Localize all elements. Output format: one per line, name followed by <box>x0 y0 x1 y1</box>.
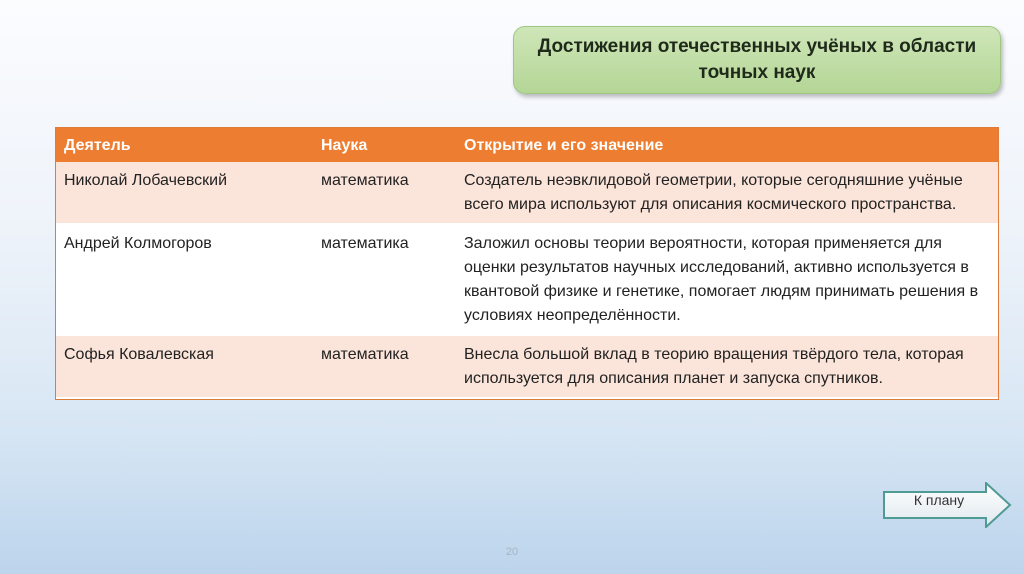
table-header-row <box>56 128 998 162</box>
table-row <box>56 162 998 224</box>
cell-person: Андрей Колмогоров <box>56 224 313 335</box>
back-to-plan-button[interactable] <box>883 482 1012 528</box>
cell-person: Софья Ковалевская <box>56 335 313 398</box>
header-person: Деятель <box>56 128 313 162</box>
table-row <box>56 224 998 335</box>
cell-person: Николай Лобачевский <box>56 162 313 224</box>
cell-discovery: Внесла большой вклад в теорию вращения твёрдого тела, которая используется для описания планет и запуска спутников. <box>456 335 998 398</box>
table-row <box>56 335 998 398</box>
slide-title: Достижения отечественных учёных в области точных наук <box>537 36 977 83</box>
cell-science: математика <box>313 335 456 398</box>
cell-discovery: Заложил основы теории вероятности, которая применяется для оценки результатов научных исследований, активно используется в квантовой физике и генетике, помогает людям принимать решения в условиях неопределённости. <box>456 224 998 335</box>
page-number: 20 <box>505 546 519 558</box>
header-discovery: Открытие и его значение <box>456 128 998 162</box>
cell-science: математика <box>313 224 456 335</box>
header-science: Наука <box>313 128 456 162</box>
cell-science: математика <box>313 162 456 224</box>
scientists-table <box>55 127 999 400</box>
slide-title-box <box>513 26 1001 94</box>
back-to-plan-label: К плану <box>913 492 965 508</box>
cell-discovery: Создатель неэвклидовой геометрии, которые сегодняшние учёные всего мира используют для описания космического пространства. <box>456 162 998 224</box>
